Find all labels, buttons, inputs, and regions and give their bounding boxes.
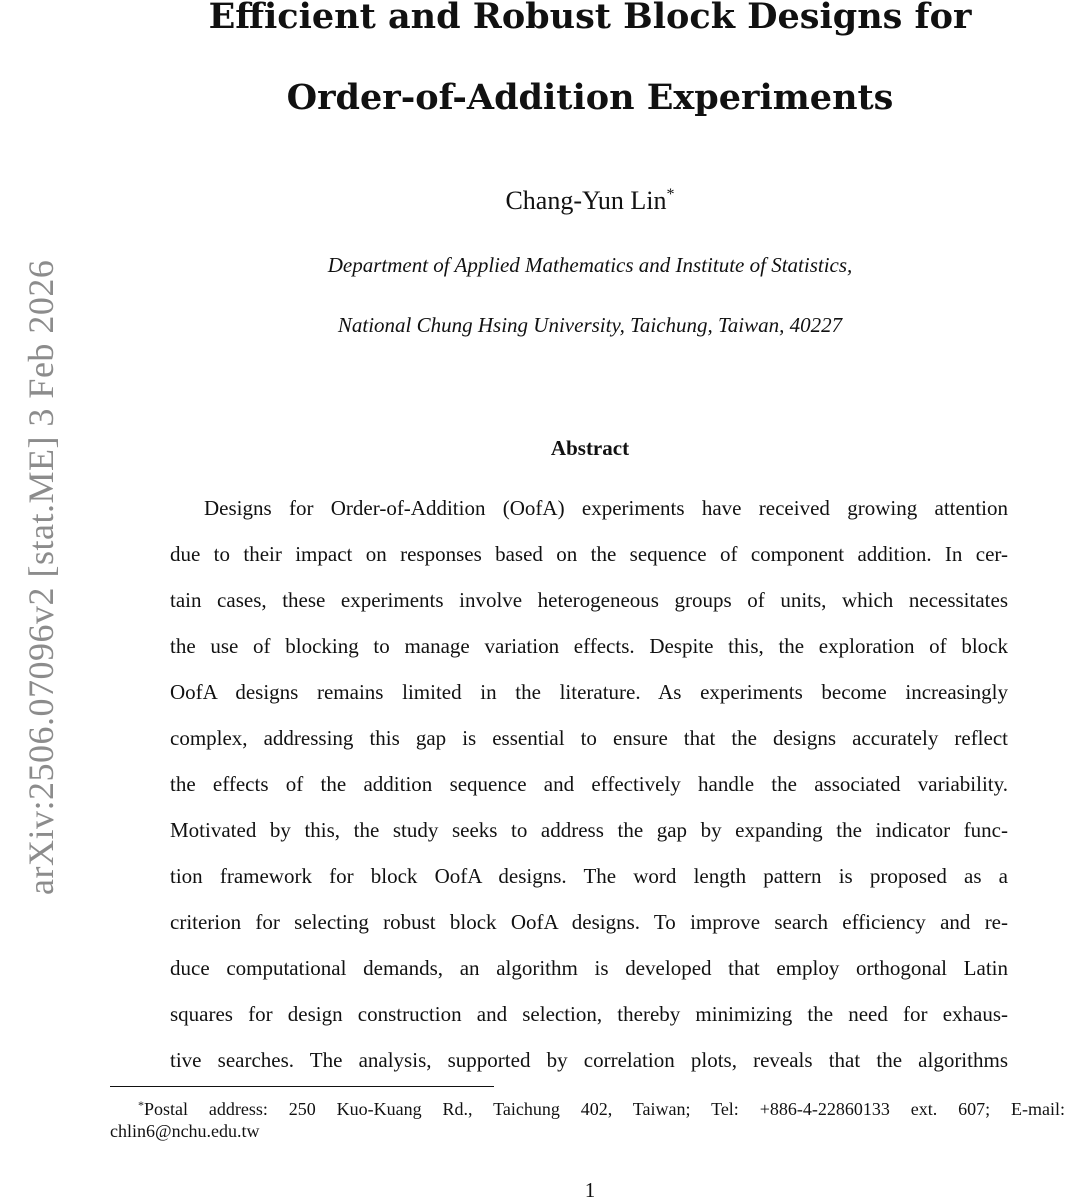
affiliation-line-1: Department of Applied Mathematics and Institute of Statistics, xyxy=(327,253,853,277)
abstract-line: criterion for selecting robust block OofA designs. To improve search efficiency and re- xyxy=(170,910,1008,934)
footnote-marker: * xyxy=(138,1098,144,1112)
author-name: Chang-Yun Lin xyxy=(505,186,667,215)
footnote-line-1 xyxy=(138,1093,1065,1121)
author xyxy=(150,186,1030,216)
page-number: 1 xyxy=(584,1178,596,1202)
abstract-line: OofA designs remains limited in the literature. As experiments become increasingly xyxy=(170,680,1008,704)
abstract-line: tive searches. The analysis, supported by correlation plots, reveals that the algorithms xyxy=(170,1048,1008,1072)
abstract-line: tain cases, these experiments involve heterogeneous groups of units, which necessitates xyxy=(170,588,1008,612)
arxiv-identifier-stamp: arXiv:2506.07096v2 [stat.ME] 3 Feb 2026 xyxy=(21,259,61,895)
abstract-line: squares for design construction and selection, thereby minimizing the need for exhaus- xyxy=(170,1002,1008,1026)
abstract-heading: Abstract xyxy=(550,436,630,460)
paper-title-line-1: Efficient and Robust Block Designs for xyxy=(208,0,972,37)
abstract-line: due to their impact on responses based on the sequence of component addition. In cer- xyxy=(170,542,1008,566)
abstract-line: Designs for Order-of-Addition (OofA) experiments have received growing attention xyxy=(204,496,1008,520)
abstract-line: tion framework for block OofA designs. The word length pattern is proposed as a xyxy=(170,864,1008,888)
abstract-line: complex, addressing this gap is essential to ensure that the designs accurately reflect xyxy=(170,726,1008,750)
paper-title-line-2: Order-of-Addition Experiments xyxy=(286,77,894,118)
footnote-email: chlin6@nchu.edu.tw xyxy=(110,1121,260,1141)
affiliation-line-2: National Chung Hsing University, Taichung, Taiwan, 40227 xyxy=(337,313,843,337)
author-footnote-marker: * xyxy=(666,186,675,203)
footnote-postal-text: Postal address: 250 Kuo-Kuang Rd., Taichung 402, Taiwan; Tel: +886-4-22860133 ext. 607; E-mail: xyxy=(144,1099,1065,1119)
abstract-line: the use of blocking to manage variation effects. Despite this, the exploration of block xyxy=(170,634,1008,658)
abstract-line: duce computational demands, an algorithm is developed that employ orthogonal Latin xyxy=(170,956,1008,980)
footnote-divider xyxy=(110,1086,494,1087)
abstract-line: the effects of the addition sequence and effectively handle the associated variability. xyxy=(170,772,1008,796)
abstract-line: Motivated by this, the study seeks to address the gap by expanding the indicator func- xyxy=(170,818,1008,842)
